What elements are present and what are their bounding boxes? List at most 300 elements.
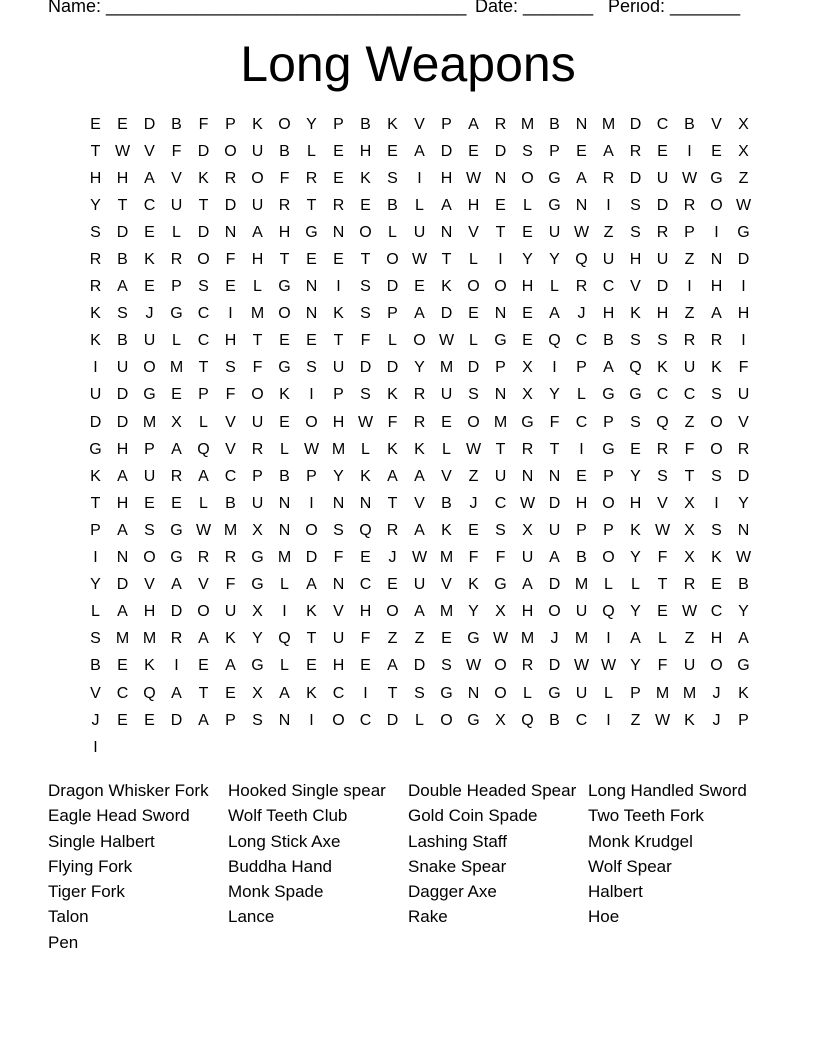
grid-letter: T <box>306 196 317 214</box>
grid-letter: G <box>467 711 480 729</box>
grid-letter: P <box>225 115 236 133</box>
grid-letter: C <box>575 413 588 431</box>
grid-letter: E <box>414 278 425 296</box>
grid-letter: T <box>333 332 344 350</box>
grid-letter: G <box>737 223 750 241</box>
grid-letter: R <box>170 251 183 269</box>
grid-letter: N <box>305 278 318 296</box>
grid-letter: F <box>279 169 290 187</box>
grid-letter: L <box>307 142 316 160</box>
grid-letter: Y <box>630 549 641 567</box>
period-field-label: Period: _______ <box>608 0 741 16</box>
grid-letter: B <box>738 576 749 594</box>
grid-letter: Y <box>306 115 317 133</box>
grid-letter: I <box>174 657 179 675</box>
grid-letter: A <box>387 467 398 485</box>
grid-letter: N <box>440 223 453 241</box>
word-bank-item: Two Teeth Fork <box>588 806 704 826</box>
grid-letter: L <box>442 440 451 458</box>
grid-letter: A <box>522 576 533 594</box>
grid-letter: A <box>279 684 290 702</box>
grid-letter: N <box>548 467 561 485</box>
grid-letter: I <box>687 278 692 296</box>
grid-letter: A <box>198 467 209 485</box>
grid-letter: W <box>600 657 617 675</box>
word-bank-item: Gold Coin Spade <box>408 806 538 826</box>
grid-letter: U <box>251 196 264 214</box>
grid-letter: G <box>521 413 534 431</box>
grid-letter: T <box>441 251 452 269</box>
grid-letter: J <box>145 305 154 323</box>
grid-letter: M <box>682 684 697 702</box>
grid-letter: E <box>117 115 128 133</box>
word-bank-item: Long Handled Sword <box>588 781 747 800</box>
grid-letter: N <box>575 196 588 214</box>
grid-letter: N <box>494 305 507 323</box>
grid-letter: N <box>521 467 534 485</box>
grid-letter: O <box>224 142 237 160</box>
grid-letter: J <box>712 711 721 729</box>
grid-letter: R <box>305 169 318 187</box>
grid-letter: U <box>143 332 156 350</box>
grid-letter: E <box>90 115 101 133</box>
grid-letter: K <box>144 657 155 675</box>
grid-letter: G <box>548 196 561 214</box>
grid-letter: F <box>360 630 371 648</box>
word-bank-item: Talon <box>48 907 89 927</box>
grid-letter: D <box>440 142 453 160</box>
word-bank-item: Eagle Head Sword <box>48 806 190 826</box>
grid-letter: C <box>224 467 237 485</box>
grid-letter: V <box>441 576 452 594</box>
grid-letter: T <box>495 440 506 458</box>
grid-letter: F <box>468 549 479 567</box>
grid-letter: D <box>494 142 507 160</box>
grid-letter: E <box>333 142 344 160</box>
grid-letter: A <box>252 223 263 241</box>
grid-letter: D <box>440 305 453 323</box>
grid-letter: W <box>465 169 482 187</box>
grid-letter: A <box>738 630 749 648</box>
grid-letter: G <box>548 684 561 702</box>
grid-letter: V <box>630 278 641 296</box>
grid-letter: D <box>170 711 183 729</box>
grid-letter: K <box>387 386 398 404</box>
grid-letter: O <box>494 657 507 675</box>
grid-letter: P <box>549 142 560 160</box>
grid-letter: D <box>143 115 156 133</box>
date-field-label: Date: _______ <box>475 0 594 16</box>
grid-letter: C <box>197 305 210 323</box>
grid-letter: L <box>388 332 397 350</box>
grid-letter: R <box>521 440 534 458</box>
grid-letter: U <box>332 630 345 648</box>
grid-letter: G <box>305 223 318 241</box>
grid-letter: D <box>359 359 372 377</box>
grid-letter: E <box>144 223 155 241</box>
grid-letter: Z <box>684 251 695 269</box>
grid-letter: E <box>144 494 155 512</box>
grid-letter: T <box>117 196 128 214</box>
grid-letter: L <box>253 278 262 296</box>
grid-letter: V <box>441 467 452 485</box>
grid-letter: P <box>684 223 695 241</box>
grid-letter: C <box>197 332 210 350</box>
grid-letter: O <box>305 413 318 431</box>
grid-letter: X <box>522 521 533 539</box>
grid-letter: I <box>309 711 314 729</box>
grid-letter: T <box>306 630 317 648</box>
grid-letter: L <box>361 440 370 458</box>
grid-letter: T <box>495 223 506 241</box>
grid-letter: M <box>169 359 184 377</box>
grid-letter: C <box>332 684 345 702</box>
grid-letter: A <box>198 711 209 729</box>
word-bank-item: Wolf Teeth Club <box>228 806 348 826</box>
grid-letter: E <box>468 521 479 539</box>
grid-letter: X <box>738 142 749 160</box>
grid-letter: M <box>574 630 589 648</box>
grid-letter: P <box>333 115 344 133</box>
grid-letter: W <box>681 603 698 621</box>
grid-letter: U <box>494 467 507 485</box>
grid-letter: S <box>495 521 506 539</box>
grid-letter: H <box>332 657 345 675</box>
grid-letter: A <box>171 576 182 594</box>
grid-letter: D <box>386 711 399 729</box>
grid-letter: F <box>738 359 749 377</box>
grid-letter: E <box>360 549 371 567</box>
grid-letter: N <box>494 386 507 404</box>
grid-letter: W <box>303 440 320 458</box>
word-search-grid <box>82 111 757 761</box>
grid-letter: I <box>606 630 611 648</box>
grid-letter: O <box>359 223 372 241</box>
grid-letter: G <box>278 278 291 296</box>
grid-letter: L <box>604 684 613 702</box>
grid-letter: N <box>332 494 345 512</box>
grid-letter: G <box>89 440 102 458</box>
grid-letter: C <box>683 386 696 404</box>
grid-letter: E <box>144 278 155 296</box>
grid-letter: O <box>494 684 507 702</box>
grid-letter: V <box>468 223 479 241</box>
grid-letter: A <box>117 278 128 296</box>
grid-letter: O <box>305 521 318 539</box>
grid-letter: O <box>251 169 264 187</box>
grid-letter: T <box>90 494 101 512</box>
word-bank-item: Halbert <box>588 882 643 902</box>
grid-letter: A <box>171 440 182 458</box>
grid-letter: D <box>197 223 210 241</box>
grid-letter: R <box>224 549 237 567</box>
grid-letter: P <box>441 115 452 133</box>
grid-letter: S <box>306 359 317 377</box>
grid-letter: S <box>333 521 344 539</box>
grid-letter: S <box>711 521 722 539</box>
grid-letter: A <box>225 657 236 675</box>
grid-letter: M <box>601 115 616 133</box>
grid-letter: P <box>90 521 101 539</box>
grid-letter: Z <box>468 467 479 485</box>
grid-letter: V <box>198 576 209 594</box>
grid-letter: D <box>656 196 669 214</box>
grid-letter: B <box>171 115 182 133</box>
grid-letter: Y <box>333 467 344 485</box>
grid-letter: H <box>89 169 102 187</box>
grid-letter: L <box>604 576 613 594</box>
grid-letter: L <box>469 251 478 269</box>
grid-letter: U <box>413 223 426 241</box>
grid-letter: D <box>548 657 561 675</box>
grid-letter: A <box>549 549 560 567</box>
grid-letter: S <box>630 413 641 431</box>
grid-letter: U <box>116 359 129 377</box>
grid-letter: A <box>630 630 641 648</box>
grid-letter: M <box>439 549 454 567</box>
grid-letter: E <box>630 440 641 458</box>
grid-letter: W <box>411 251 428 269</box>
grid-letter: I <box>93 549 98 567</box>
grid-letter: X <box>522 359 533 377</box>
grid-letter: F <box>252 359 263 377</box>
grid-letter: A <box>117 603 128 621</box>
grid-letter: W <box>114 142 131 160</box>
grid-letter: D <box>467 359 480 377</box>
grid-letter: L <box>550 278 559 296</box>
grid-letter: G <box>170 521 183 539</box>
grid-letter: U <box>575 684 588 702</box>
grid-letter: D <box>548 494 561 512</box>
grid-letter: H <box>332 413 345 431</box>
grid-letter: H <box>116 494 129 512</box>
grid-letter: C <box>656 115 669 133</box>
grid-letter: U <box>251 413 264 431</box>
grid-letter: O <box>197 603 210 621</box>
grid-letter: U <box>521 549 534 567</box>
grid-letter: O <box>413 332 426 350</box>
grid-letter: D <box>629 115 642 133</box>
word-bank-item: Double Headed Spear <box>408 781 577 800</box>
grid-letter: Q <box>656 413 669 431</box>
grid-letter: Q <box>575 251 588 269</box>
grid-letter: H <box>737 305 750 323</box>
grid-letter: X <box>738 115 749 133</box>
grid-letter: Q <box>143 684 156 702</box>
grid-letter: L <box>415 196 424 214</box>
grid-letter: Y <box>90 576 101 594</box>
grid-letter: D <box>116 386 129 404</box>
grid-letter: G <box>170 549 183 567</box>
grid-letter: E <box>495 196 506 214</box>
grid-letter: U <box>413 576 426 594</box>
grid-letter: R <box>386 521 399 539</box>
grid-letter: Y <box>630 467 641 485</box>
grid-letter: F <box>387 413 398 431</box>
name-field-label: Name: ____________________________________ <box>48 0 467 16</box>
grid-letter: A <box>171 684 182 702</box>
grid-letter: S <box>360 278 371 296</box>
grid-letter: S <box>225 359 236 377</box>
grid-letter: K <box>468 576 479 594</box>
grid-letter: P <box>630 684 641 702</box>
grid-letter: T <box>387 684 398 702</box>
word-bank-item: Lashing Staff <box>408 831 507 851</box>
grid-letter: R <box>413 413 426 431</box>
grid-letter: K <box>711 549 722 567</box>
grid-letter: F <box>225 251 236 269</box>
grid-letter: J <box>712 684 721 702</box>
grid-letter: P <box>144 440 155 458</box>
grid-letter: K <box>144 251 155 269</box>
grid-letter: K <box>198 169 209 187</box>
grid-letter: P <box>738 711 749 729</box>
grid-letter: T <box>90 142 101 160</box>
grid-letter: L <box>577 386 586 404</box>
grid-letter: K <box>252 115 263 133</box>
grid-letter: N <box>116 549 129 567</box>
grid-letter: R <box>710 332 723 350</box>
grid-letter: A <box>414 467 425 485</box>
grid-letter: T <box>360 251 371 269</box>
grid-letter: Z <box>684 630 695 648</box>
grid-letter: S <box>360 305 371 323</box>
grid-letter: G <box>170 305 183 323</box>
grid-letter: O <box>386 251 399 269</box>
grid-letter: S <box>117 305 128 323</box>
grid-letter: E <box>171 386 182 404</box>
grid-letter: P <box>603 521 614 539</box>
grid-letter: E <box>333 251 344 269</box>
page-title: Long Weapons <box>240 36 576 92</box>
grid-letter: D <box>116 413 129 431</box>
grid-letter: I <box>93 359 98 377</box>
grid-letter: K <box>90 305 101 323</box>
word-bank-item: Monk Krudgel <box>588 831 693 851</box>
grid-letter: G <box>440 684 453 702</box>
grid-letter: K <box>306 603 317 621</box>
word-bank-item: Tiger Fork <box>48 882 125 902</box>
grid-letter: G <box>710 169 723 187</box>
grid-letter: H <box>143 603 156 621</box>
grid-letter: N <box>737 521 750 539</box>
grid-letter: K <box>279 386 290 404</box>
grid-letter: F <box>333 549 344 567</box>
grid-letter: S <box>630 223 641 241</box>
grid-letter: D <box>89 413 102 431</box>
grid-letter: G <box>143 386 156 404</box>
grid-letter: H <box>629 494 642 512</box>
grid-letter: A <box>576 169 587 187</box>
grid-letter: E <box>144 711 155 729</box>
grid-letter: E <box>468 305 479 323</box>
grid-letter: M <box>142 630 157 648</box>
grid-letter: J <box>388 549 397 567</box>
grid-letter: Y <box>549 251 560 269</box>
grid-letter: W <box>465 657 482 675</box>
grid-letter: N <box>332 223 345 241</box>
grid-letter: K <box>657 359 668 377</box>
grid-letter: R <box>575 278 588 296</box>
grid-letter: W <box>492 630 509 648</box>
grid-letter: M <box>115 630 130 648</box>
grid-letter: H <box>224 332 237 350</box>
grid-letter: P <box>198 386 209 404</box>
grid-letter: F <box>360 332 371 350</box>
grid-letter: W <box>357 413 374 431</box>
grid-letter: S <box>630 196 641 214</box>
grid-letter: U <box>89 386 102 404</box>
grid-letter: E <box>576 467 587 485</box>
grid-letter: R <box>737 440 750 458</box>
grid-letter: I <box>282 603 287 621</box>
grid-letter: K <box>360 467 371 485</box>
grid-letter: L <box>172 223 181 241</box>
grid-letter: O <box>710 413 723 431</box>
grid-letter: X <box>684 549 695 567</box>
grid-letter: R <box>413 386 426 404</box>
grid-letter: X <box>252 603 263 621</box>
grid-letter: C <box>575 711 588 729</box>
grid-letter: L <box>388 223 397 241</box>
grid-letter: H <box>116 440 129 458</box>
grid-letter: P <box>576 521 587 539</box>
grid-letter: H <box>278 223 291 241</box>
grid-letter: K <box>711 359 722 377</box>
grid-letter: P <box>387 305 398 323</box>
grid-letter: R <box>602 169 615 187</box>
grid-letter: N <box>278 711 291 729</box>
grid-letter: R <box>224 169 237 187</box>
grid-letter: H <box>467 196 480 214</box>
grid-letter: R <box>521 657 534 675</box>
grid-letter: K <box>333 305 344 323</box>
grid-letter: L <box>91 603 100 621</box>
grid-letter: A <box>117 521 128 539</box>
grid-letter: L <box>280 657 289 675</box>
grid-letter: D <box>629 169 642 187</box>
grid-letter: Q <box>548 332 561 350</box>
grid-letter: M <box>520 115 535 133</box>
grid-letter: K <box>414 440 425 458</box>
grid-letter: E <box>279 413 290 431</box>
grid-letter: L <box>631 576 640 594</box>
grid-letter: U <box>224 603 237 621</box>
grid-letter: D <box>737 251 750 269</box>
grid-letter: N <box>224 223 237 241</box>
grid-letter: M <box>250 305 265 323</box>
grid-letter: D <box>197 142 210 160</box>
grid-letter: Y <box>630 603 641 621</box>
grid-letter: T <box>198 196 209 214</box>
grid-letter: Z <box>684 305 695 323</box>
grid-letter: O <box>494 278 507 296</box>
grid-letter: I <box>741 278 746 296</box>
grid-letter: R <box>683 196 696 214</box>
grid-letter: A <box>441 196 452 214</box>
grid-letter: K <box>630 521 641 539</box>
grid-letter: O <box>467 413 480 431</box>
grid-letter: O <box>467 278 480 296</box>
grid-letter: D <box>737 467 750 485</box>
grid-letter: W <box>411 549 428 567</box>
grid-letter: E <box>522 223 533 241</box>
grid-letter: D <box>548 576 561 594</box>
grid-letter: L <box>280 576 289 594</box>
grid-letter: W <box>438 332 455 350</box>
grid-letter: H <box>359 142 372 160</box>
grid-letter: S <box>468 386 479 404</box>
